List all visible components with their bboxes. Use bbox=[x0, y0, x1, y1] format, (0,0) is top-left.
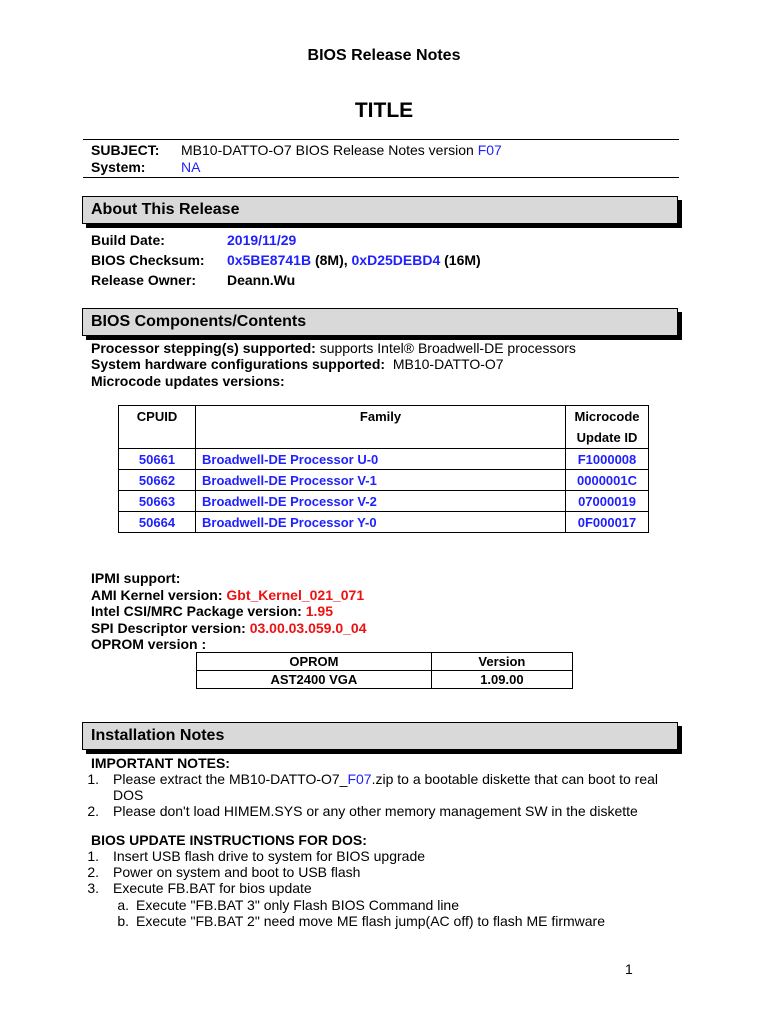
subject-label: SUBJECT: bbox=[91, 142, 160, 158]
family-header: Family bbox=[196, 406, 566, 449]
note-number: 1. bbox=[87, 771, 99, 787]
note-number: 2. bbox=[87, 803, 99, 819]
list-item-continuation: DOS bbox=[113, 787, 144, 803]
build-date-label: Build Date: bbox=[91, 232, 165, 248]
table-header-row: OPROM Version bbox=[197, 653, 573, 671]
important-notes-label: IMPORTANT NOTES: bbox=[91, 755, 230, 771]
table-row: 50664 Broadwell-DE Processor Y-0 0F000017 bbox=[119, 512, 649, 533]
dos-instructions-label: BIOS UPDATE INSTRUCTIONS FOR DOS: bbox=[91, 832, 367, 848]
subject-version: F07 bbox=[477, 142, 502, 158]
ami-line: AMI Kernel version: Gbt_Kernel_021_071 bbox=[91, 587, 365, 603]
document-header: BIOS Release Notes bbox=[307, 47, 461, 64]
list-item: Please don't load HIMEM.SYS or any other memory management SW in the diskette bbox=[113, 803, 638, 819]
list-item: Please extract the MB10-DATTO-O7_F07.zip to a bootable diskette that can boot to real bbox=[113, 771, 659, 787]
hwconfig-line: System hardware configurations supported: MB10-DATTO-O7 bbox=[91, 356, 504, 372]
table-row: AST2400 VGA 1.09.00 bbox=[197, 671, 573, 689]
section-about-heading: About This Release bbox=[91, 201, 240, 218]
table-row: 50661 Broadwell-DE Processor U-0 F1000008 bbox=[119, 449, 649, 470]
list-item: Execute "FB.BAT 3" only Flash BIOS Command line bbox=[136, 897, 459, 913]
table-row: 50662 Broadwell-DE Processor V-1 0000001C bbox=[119, 470, 649, 491]
section-installation bbox=[82, 722, 678, 750]
page-title: TITLE bbox=[354, 99, 414, 122]
system-value: NA bbox=[181, 159, 201, 175]
list-item: Insert USB flash drive to system for BIOS upgrade bbox=[113, 848, 426, 864]
microcode-table bbox=[118, 405, 649, 533]
csi-line: Intel CSI/MRC Package version: 1.95 bbox=[91, 603, 333, 619]
oprom-label: OPROM version : bbox=[91, 636, 207, 652]
step-number: 1. bbox=[87, 848, 99, 864]
section-installation-heading: Installation Notes bbox=[91, 727, 225, 744]
owner-label: Release Owner: bbox=[91, 272, 197, 288]
subject-bottom-rule bbox=[83, 177, 679, 178]
step-number: 3. bbox=[87, 880, 99, 896]
step-number: 2. bbox=[87, 864, 99, 880]
substep-letter: b. bbox=[117, 913, 129, 929]
microcode-label: Microcode updates versions: bbox=[91, 373, 285, 389]
subject-text: MB10-DATTO-O7 BIOS Release Notes version F07 bbox=[181, 142, 502, 158]
substep-letter: a. bbox=[117, 897, 129, 913]
list-item: Execute "FB.BAT 2" need move ME flash jump(AC off) to flash ME firmware bbox=[136, 913, 605, 929]
system-label: System: bbox=[91, 159, 146, 175]
cpuid-header: CPUID bbox=[119, 406, 196, 449]
spi-line: SPI Descriptor version: 03.00.03.059.0_04 bbox=[91, 620, 367, 636]
table-row: 50663 Broadwell-DE Processor V-2 07000019 bbox=[119, 491, 649, 512]
ipmi-label: IPMI support: bbox=[91, 570, 181, 586]
list-item: Execute FB.BAT for bios update bbox=[113, 880, 312, 896]
checksum-label: BIOS Checksum: bbox=[91, 252, 205, 268]
build-date-value: 2019/11/29 bbox=[227, 232, 297, 248]
oprom-table bbox=[196, 652, 573, 689]
table-header-row bbox=[119, 406, 649, 449]
section-components-heading: BIOS Components/Contents bbox=[91, 313, 307, 330]
section-components bbox=[82, 308, 678, 336]
owner-value: Deann.Wu bbox=[227, 272, 296, 288]
section-about bbox=[82, 196, 678, 224]
stepping-line: Processor stepping(s) supported: supports Intel® Broadwell-DE processors bbox=[91, 340, 576, 356]
microcode-header: Microcode Update ID bbox=[566, 406, 649, 449]
page-number: 1 bbox=[625, 961, 633, 977]
subject-top-rule bbox=[83, 139, 679, 140]
list-item: Power on system and boot to USB flash bbox=[113, 864, 361, 880]
checksum-value: 0x5BE8741B (8M), 0xD25DEBD4 (16M) bbox=[227, 252, 481, 268]
